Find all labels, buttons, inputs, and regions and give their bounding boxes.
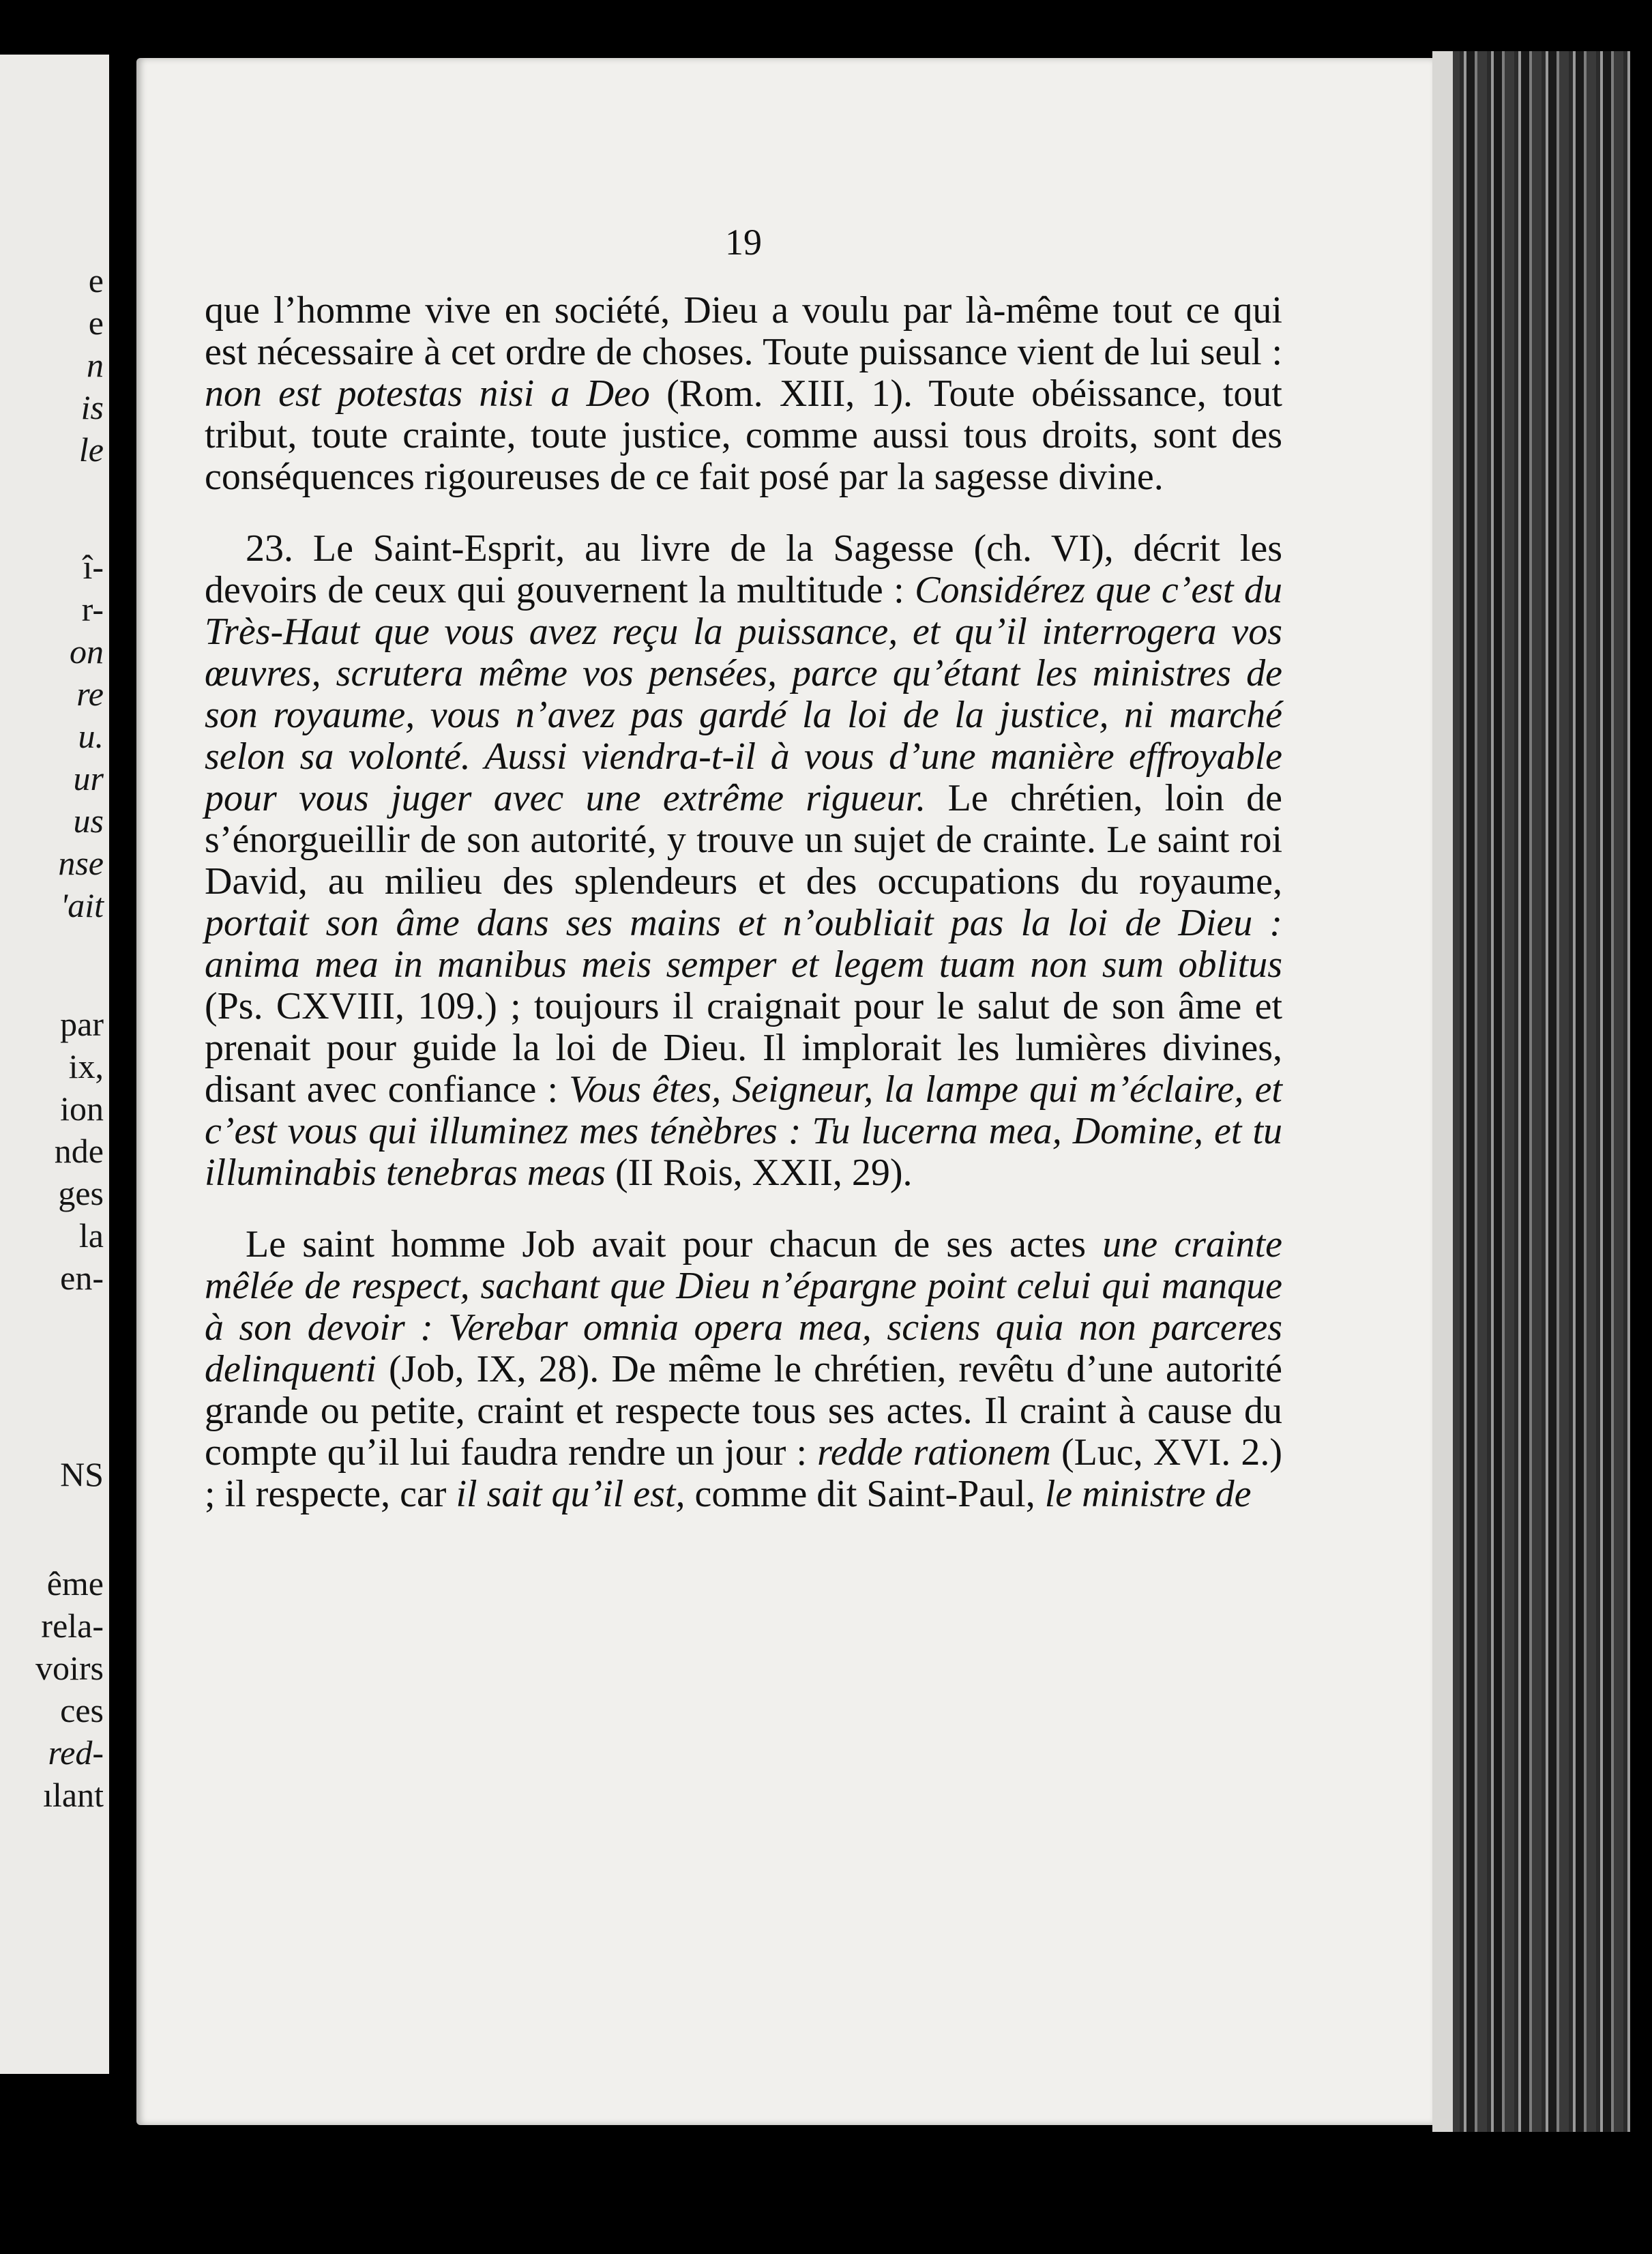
left-page-text-fragment: us — [73, 802, 104, 840]
left-page-text-fragment: nse — [58, 844, 104, 882]
book-page-edges — [1432, 51, 1630, 2132]
left-page-text-fragment: e — [88, 261, 104, 299]
paragraph — [205, 290, 1282, 498]
left-page-text-fragment: ion — [60, 1089, 104, 1128]
italic-text: une crainte mêlée de respect, sachant que Dieu n’épargne point celui qui manque à son devoir : Verebar omnia opera mea, sciens quia non parceres delinquenti — [205, 1223, 1282, 1390]
left-page-text-fragment: u. — [78, 717, 104, 755]
left-page-text-fragment: r- — [81, 590, 104, 628]
paragraph — [205, 1224, 1282, 1515]
left-page-text-fragment: is — [80, 388, 104, 426]
left-page-text-fragment: le — [78, 430, 104, 469]
left-page-text-fragment: ix, — [68, 1047, 104, 1085]
left-page-text-fragment: î- — [83, 548, 104, 586]
text-run: (II Rois, XXII, 29). — [605, 1152, 913, 1194]
left-page-text-fragment: voirs — [35, 1649, 104, 1687]
left-page-text-fragment: e — [88, 304, 104, 342]
italic-text: Considérez que c’est du Très-Haut que vous avez reçu la puissance, et qu’il interrogera vos œuvres, scrutera même vos pensées, parce qu’étant les ministres de son royaume, vous n’avez pas gardé la loi de la justice, ni marché selon sa volonté. Aussi viendra-t-il à vous d’une manière effroyable pour vous juger avec une extrême rigueur. — [205, 569, 1282, 819]
left-page-text-fragment: par — [60, 1005, 104, 1043]
left-page-text-fragment: la — [78, 1216, 104, 1255]
text-run: que l’homme vive en société, Dieu a voulu par là-même tout ce qui est nécessaire à cet ordre de choses. Toute puissance vient de lui seul : — [205, 289, 1282, 373]
italic-text: le ministre de — [1044, 1473, 1252, 1515]
italic-text: redde rationem — [817, 1431, 1051, 1474]
text-run: (Luc, XVI. 2.) ; il respecte, car — [205, 1431, 1282, 1515]
left-page-text-fragment: ême — [46, 1564, 104, 1602]
left-page-fragment — [0, 55, 109, 2074]
text-run: Le saint homme Job avait pour chacun de ses actes — [246, 1223, 1103, 1265]
left-page-text-fragment: NS — [60, 1455, 104, 1493]
book-page — [136, 58, 1432, 2125]
text-run: (Job, IX, 28). De même le chrétien, revêtu d’une autorité grande ou petite, craint et respecte tous ses actes. Il craint à cause du compte qu’il lui faudra rendre un jour : — [205, 1348, 1282, 1474]
paragraph — [205, 528, 1282, 1194]
italic-text: il sait qu’il est, — [456, 1473, 685, 1515]
page-number: 19 — [725, 222, 762, 263]
left-page-text-fragment: on — [70, 632, 104, 671]
text-run: 23. Le Saint-Esprit, au livre de la Sagesse (ch. VI), décrit les devoirs de ceux qui gouvernent la multitude : — [205, 527, 1282, 611]
left-page-text-fragment: ges — [58, 1174, 104, 1212]
left-page-text-fragment: nde — [54, 1132, 104, 1170]
text-run: Le chrétien, loin de s’énorgueillir de son autorité, y trouve un sujet de crainte. Le saint roi David, au milieu des splendeurs et des occupations du royaume, — [205, 777, 1283, 903]
text-run: (Ps. CXVIII, 109.) ; toujours il craignait pour le salut de son âme et prenait pour guide la loi de Dieu. Il implorait les lumières divines, disant avec confiance : — [205, 985, 1282, 1111]
italic-text: non est potestas nisi a Deo — [205, 372, 650, 415]
left-page-text-fragment: ur — [73, 759, 104, 797]
left-page-text-fragment: rela- — [41, 1607, 104, 1645]
body-paragraphs — [205, 290, 1282, 1515]
text-run: comme dit Saint-Paul, — [685, 1473, 1045, 1515]
left-page-text-fragment: n — [87, 346, 104, 384]
page-text — [205, 222, 1282, 1515]
italic-text: Vous êtes, Seigneur, la lampe qui m’éclaire, et c’est vous qui illuminez mes ténèbres : Tu lucerna mea, Domine, et tu illuminabis tenebras meas — [205, 1068, 1282, 1194]
italic-text: portait son âme dans ses mains et n’oubliait pas la loi de Dieu : anima mea in manibus meis semper et legem tuam non sum oblitus — [205, 902, 1282, 986]
left-page-text-fragment: ces — [60, 1691, 104, 1729]
left-page-text-fragment: 'ait — [60, 886, 104, 924]
text-run: (Rom. XIII, 1). Toute obéissance, tout tribut, toute crainte, toute justice, comme aussi tous droits, sont des conséquences rigoureuses de ce fait posé par la sagesse divine. — [205, 372, 1282, 498]
left-page-text-fragment: red- — [48, 1733, 104, 1772]
left-page-text-fragment: en- — [60, 1259, 104, 1297]
left-page-text-fragment: ılant — [43, 1776, 104, 1814]
left-page-text-fragment: re — [76, 675, 104, 713]
